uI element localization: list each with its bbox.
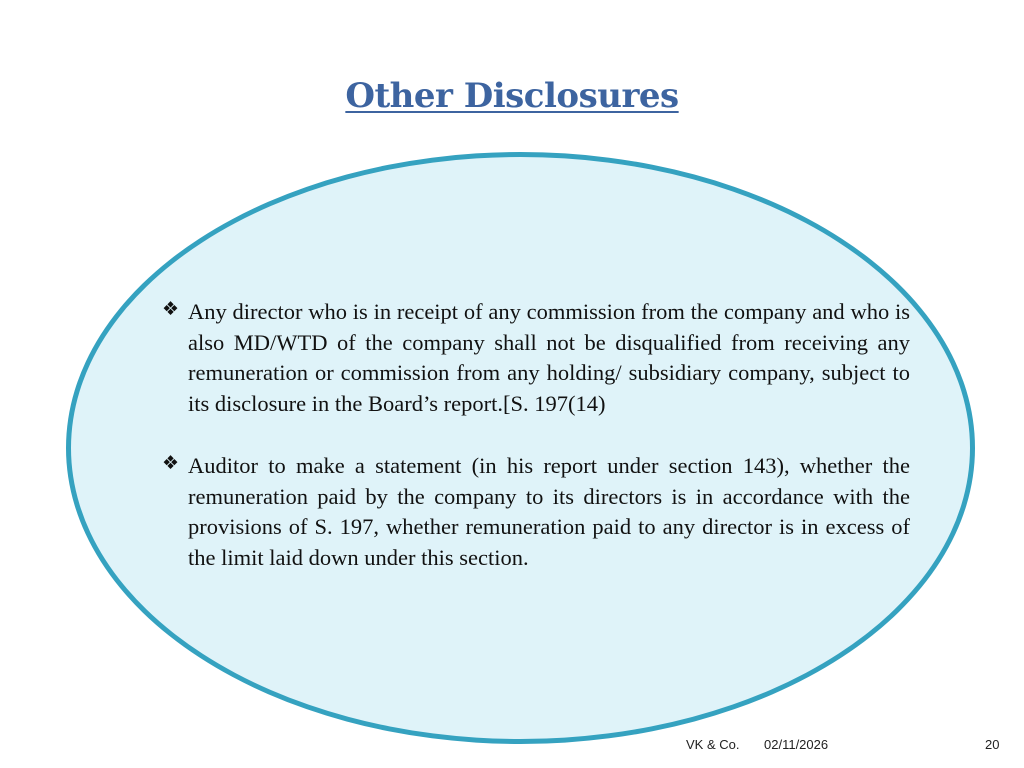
slide-title-text: Other Disclosures <box>345 76 679 116</box>
slide-title <box>0 76 1024 116</box>
footer-page-number: 20 <box>985 737 1000 752</box>
bullet-list <box>162 297 910 605</box>
bullet-item <box>162 297 910 420</box>
bullet-text: Any director who is in receipt of any commission from the company and who is also MD/WTD of the company shall not be disqualified from receiving any remuneration or commission from any holding/ subsidiary company, subject to its disclosure in the Board’s report.[S. 197(14) <box>188 299 910 417</box>
diamond-bullet-icon: ❖ <box>162 451 180 474</box>
diamond-bullet-icon: ❖ <box>162 298 180 320</box>
footer-date: 02/11/2026 <box>764 737 829 752</box>
footer-company: VK & Co. <box>686 737 740 752</box>
bullet-text: Auditor to make a statement (in his report under section 143), whether the remuneration paid by the company to its directors is in accordance with the provisions of S. 197, whether remuneration paid to any director is in excess of the limit laid down under this section. <box>188 452 910 570</box>
bullet-item <box>162 451 910 574</box>
